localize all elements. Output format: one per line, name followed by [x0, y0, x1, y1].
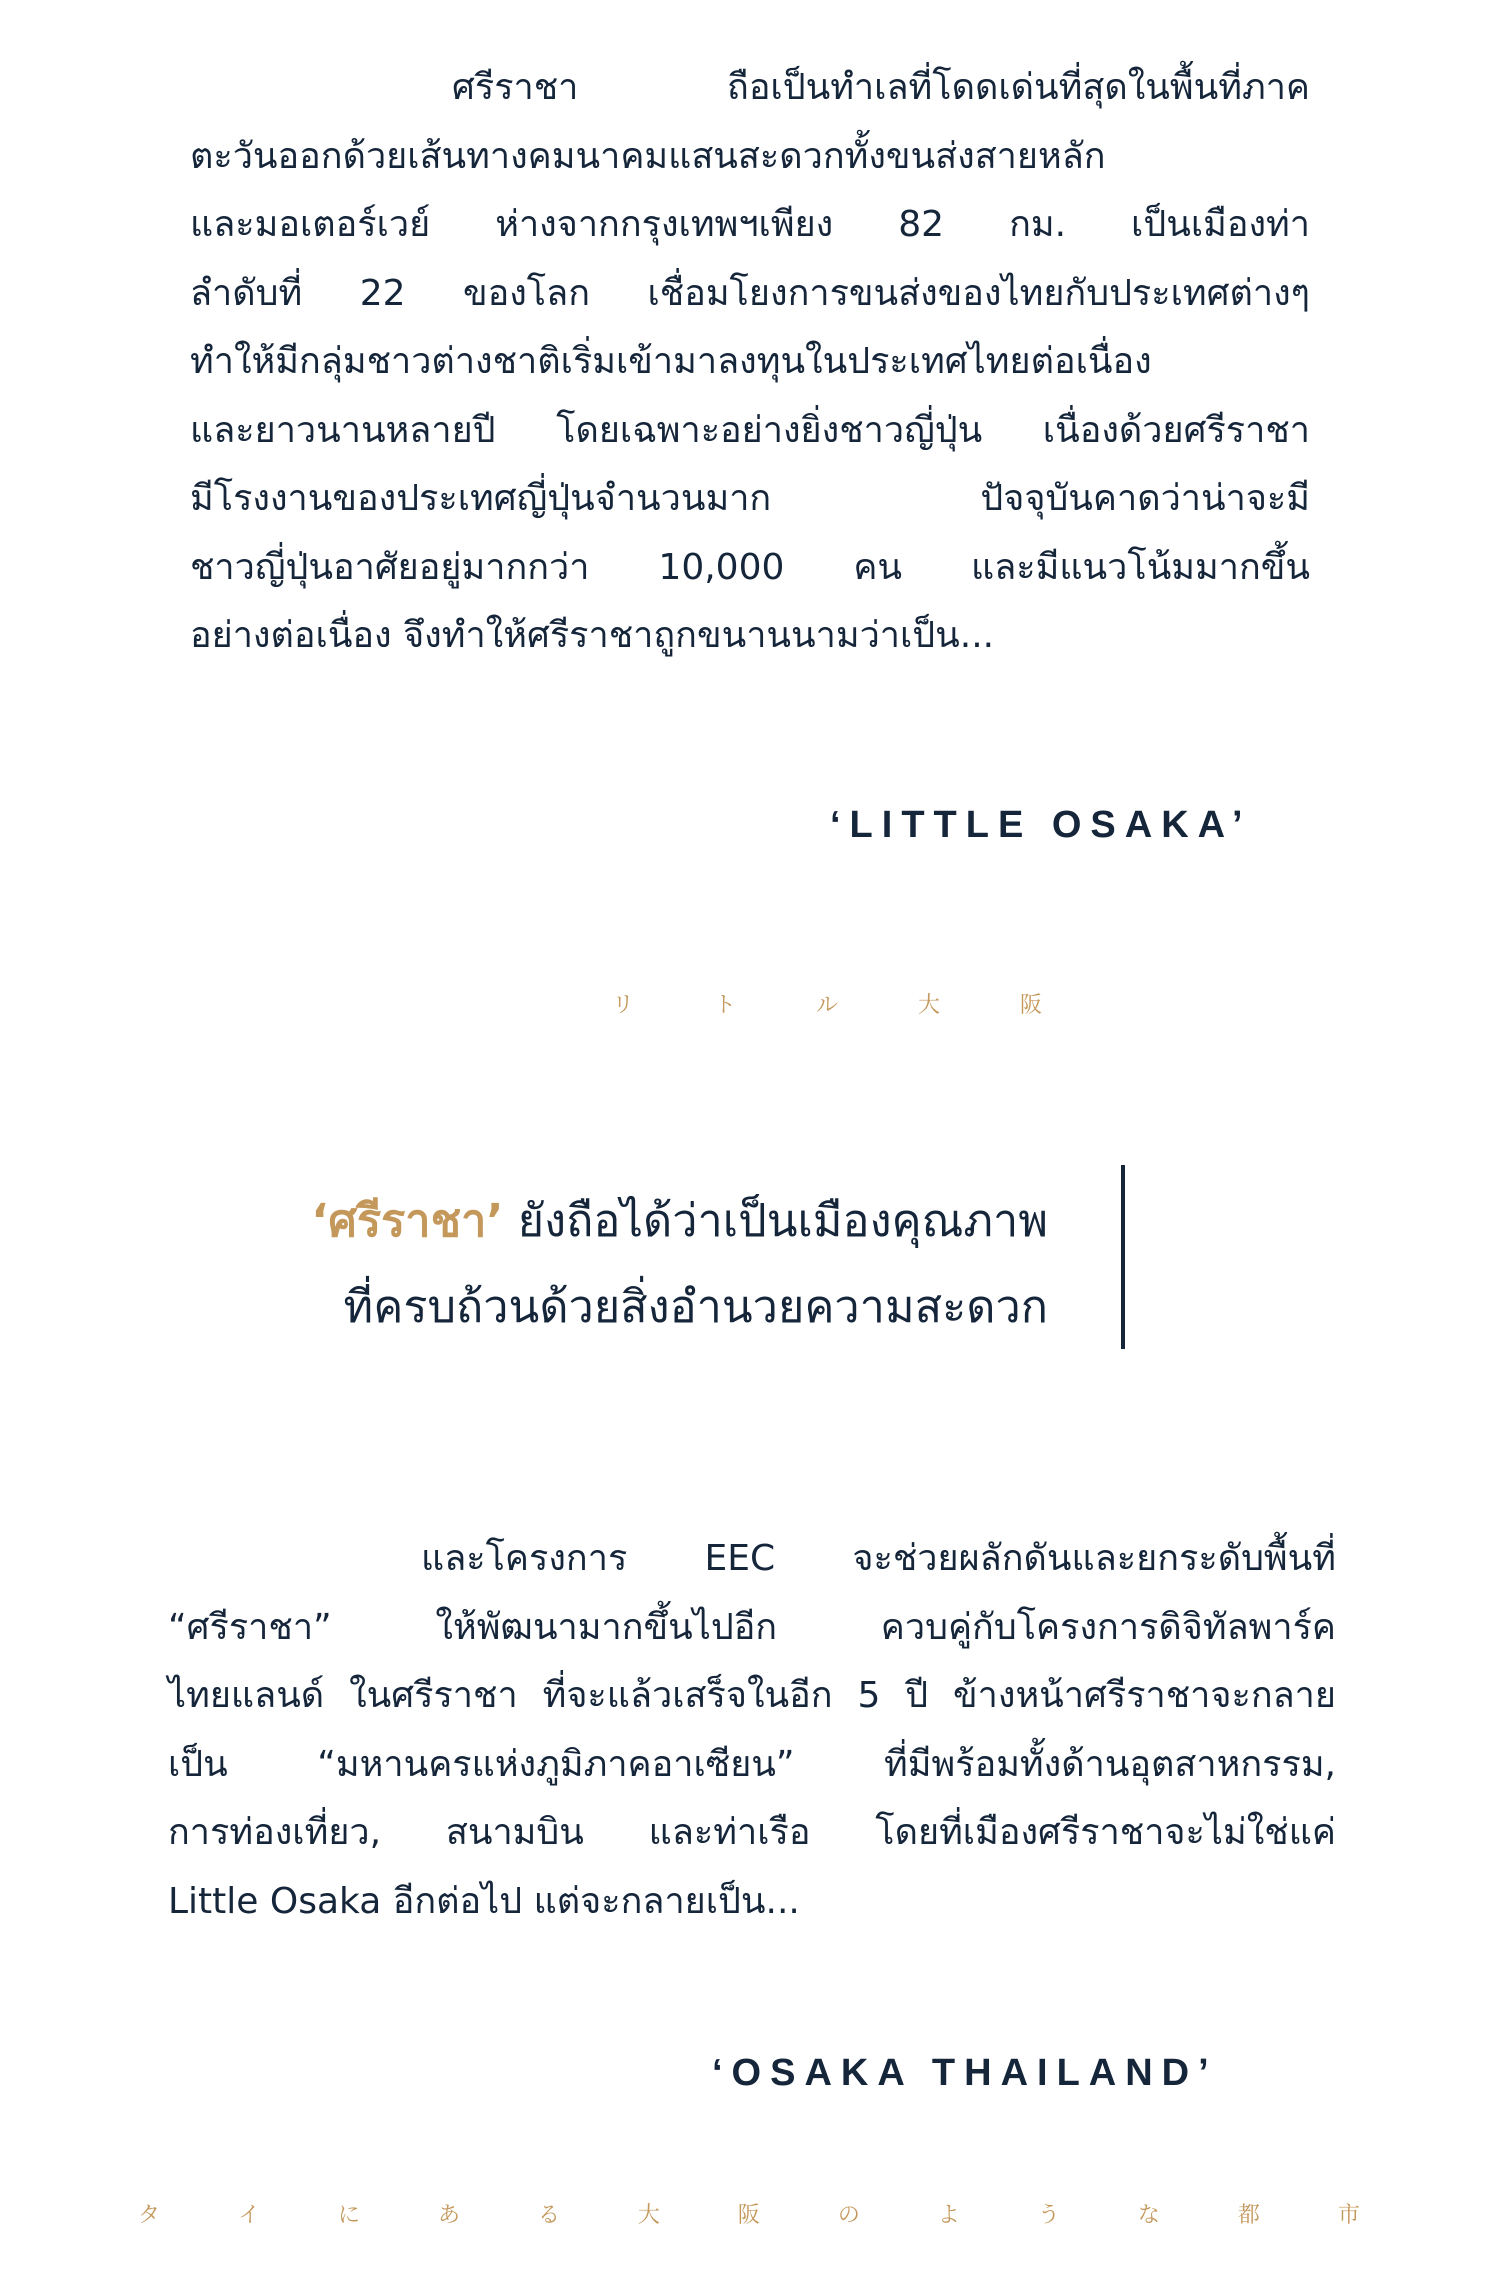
japanese-char: ト — [713, 993, 736, 1018]
paragraph-line: และยาวนานหลายปี โดยเฉพาะอย่างยิ่งชาวญี่ปุ่น เนื่องด้วยศรีราชา — [190, 409, 1310, 451]
japanese-char: タ — [138, 2203, 161, 2228]
pull-quote-accent: ‘ศรีราชา’ — [311, 1194, 504, 1247]
paragraph-line: ชาวญี่ปุ่นอาศัยอยู่มากกว่า 10,000 คน และมีแนวโน้มมากขึ้น — [190, 546, 1310, 588]
eec-paragraph — [168, 1525, 1336, 1936]
japanese-char: な — [1137, 2203, 1160, 2228]
japanese-char: ル — [815, 993, 838, 1018]
pull-quote — [311, 1178, 1048, 1350]
japanese-char: イ — [237, 2203, 260, 2228]
paragraph-line: ตะวันออกด้วยเส้นทางคมนาคมแสนสะดวกทั้งขนส่งสายหลัก — [190, 135, 1106, 177]
paragraph-line: เป็น “มหานครแห่งภูมิภาคอาเซียน” ที่มีพร้อมทั้งด้านอุตสาหกรรม, — [168, 1743, 1336, 1785]
japanese-char: 阪 — [1019, 993, 1042, 1018]
japanese-subtitle-little-osaka — [612, 988, 1042, 1019]
japanese-char: に — [337, 2203, 360, 2228]
paragraph-line: และมอเตอร์เวย์ ห่างจากกรุงเทพฯเพียง 82 กม. เป็นเมืองท่า — [190, 204, 1310, 245]
quote-divider — [1121, 1165, 1125, 1349]
japanese-char: う — [1037, 2203, 1060, 2228]
japanese-char: 大 — [637, 2203, 660, 2228]
paragraph-line: Little Osaka อีกต่อไป แต่จะกลายเป็น... — [168, 1880, 800, 1922]
pull-quote-line-1 — [311, 1178, 1048, 1264]
japanese-char: 阪 — [737, 2203, 760, 2228]
japanese-char: 市 — [1337, 2203, 1360, 2228]
japanese-char: あ — [437, 2203, 460, 2228]
pull-quote-line-2: ที่ครบถ้วนด้วยสิ่งอำนวยความสะดวก — [343, 1280, 1048, 1333]
paragraph-line: “ศรีราชา” ให้พัฒนามากขึ้นไปอีก ควบคู่กับโครงการดิจิทัลพาร์ค — [168, 1606, 1336, 1648]
japanese-char: の — [837, 2203, 860, 2228]
japanese-char: 都 — [1237, 2203, 1260, 2228]
pull-quote-line-1-text: ยังถือได้ว่าเป็นเมืองคุณภาพ — [503, 1194, 1048, 1247]
little-osaka-heading: ‘LITTLE OSAKA’ — [830, 804, 1252, 846]
japanese-subtitle-osaka-thailand — [138, 2198, 1360, 2229]
paragraph-line: มีโรงงานของประเทศญี่ปุ่นจำนวนมาก ปัจจุบันคาดว่าน่าจะมี — [190, 478, 1310, 519]
osaka-thailand-heading: ‘OSAKA THAILAND’ — [712, 2052, 1218, 2094]
japanese-char: 大 — [917, 993, 940, 1018]
intro-paragraph — [190, 54, 1310, 671]
paragraph-line: และโครงการ EEC จะช่วยผลักดันและยกระดับพื้นที่ — [421, 1538, 1336, 1579]
paragraph-line: ไทยแลนด์ ในศรีราชา ที่จะแล้วเสร็จในอีก 5 ปี ข้างหน้าศรีราชาจะกลาย — [168, 1675, 1336, 1716]
japanese-char: リ — [612, 993, 635, 1018]
paragraph-line: การท่องเที่ยว, สนามบิน และท่าเรือ โดยที่เมืองศรีราชาจะไม่ใช่แค่ — [168, 1812, 1336, 1853]
paragraph-line: ทำให้มีกลุ่มชาวต่างชาติเริ่มเข้ามาลงทุนในประเทศไทยต่อเนื่อง — [190, 341, 1152, 382]
paragraph-line: อย่างต่อเนื่อง จึงทำให้ศรีราชาถูกขนานนามว่าเป็น... — [190, 615, 995, 656]
japanese-char: る — [537, 2203, 560, 2228]
paragraph-line: ลำดับที่ 22 ของโลก เชื่อมโยงการขนส่งของไทยกับประเทศต่างๆ — [190, 272, 1310, 314]
japanese-char: よ — [937, 2203, 960, 2228]
paragraph-line: ศรีราชา ถือเป็นทำเลที่โดดเด่นที่สุดในพื้นที่ภาค — [452, 67, 1310, 108]
